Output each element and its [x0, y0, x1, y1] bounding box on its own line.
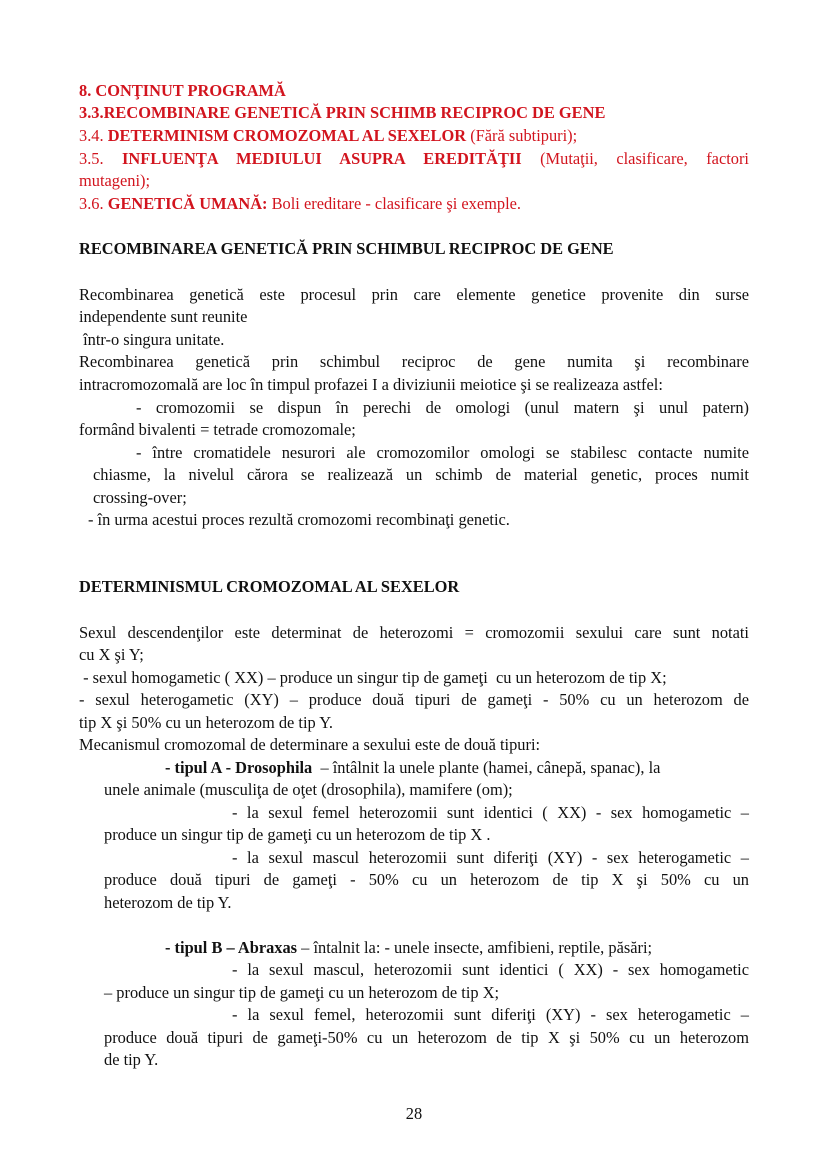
bullet-line: - la sexul mascul heterozomii sunt diferiţi (XY) - sex heterogametic –	[232, 848, 749, 867]
paragraph-line: Mecanismul cromozomal de determinare a sexului este de două tipuri:	[79, 735, 541, 754]
paragraph-line: Sexul descendenţilor este determinat de heterozomi = cromozomii sexului care sunt notati	[79, 623, 749, 642]
program-item-3-4: 3.4. DETERMINISM CROMOZOMAL AL SEXELOR (Fără subtipuri);	[79, 126, 578, 145]
program-item-3-5: 3.5. INFLUENŢA MEDIULUI ASUPRA EREDITĂŢII (Mutaţii, clasificare, factori	[79, 149, 749, 168]
program-item-3-6: 3.6. GENETICĂ UMANĂ: Boli ereditare - clasificare şi exemple.	[79, 194, 522, 213]
bullet-line: - la sexul femel, heterozomii sunt diferiţi (XY) - sex heterogametic –	[232, 1005, 749, 1024]
bullet-line: - cromozomii se dispun în perechi de omologi (unul matern şi unul patern)	[136, 398, 749, 417]
program-item-3-3: 3.3.RECOMBINARE GENETICĂ PRIN SCHIMB RECIPROC DE GENE	[79, 103, 606, 122]
bullet-line: - la sexul mascul, heterozomii sunt identici ( XX) - sex homogametic	[232, 960, 749, 979]
section-title-recombinare: RECOMBINAREA GENETICĂ PRIN SCHIMBUL RECIPROC DE GENE	[79, 239, 614, 258]
paragraph-line: unele animale (musculiţa de oţet (drosophila), mamifere (om);	[104, 780, 513, 799]
paragraph-line: produce două tipuri de gameţi - 50% cu un heterozom de tip X şi 50% cu un	[104, 870, 749, 889]
paragraph-line: Recombinarea genetică este procesul prin care elemente genetice provenite din surse	[79, 285, 749, 304]
section-title-determinism: DETERMINISMUL CROMOZOMAL AL SEXELOR	[79, 577, 460, 596]
bullet-line: - sexul homogametic ( XX) – produce un singur tip de gameţi cu un heterozom de tip X;	[79, 668, 667, 687]
bullet-line: - între cromatidele nesurori ale cromozomilor omologi se stabilesc contacte numite	[136, 443, 749, 462]
bullet-line: - sexul heterogametic (XY) – produce două tipuri de gameţi - 50% cu un heterozom de	[79, 690, 749, 709]
program-item-3-5-cont: mutageni);	[79, 171, 151, 190]
type-a-heading: - tipul A - Drosophila – întâlnit la unele plante (hamei, cânepă, spanac), la	[165, 758, 661, 777]
paragraph-line: intracromozomală are loc în timpul profazei I a diviziunii meiotice şi se realizeaza astfel:	[79, 375, 663, 394]
paragraph-line: – produce un singur tip de gameţi cu un heterozom de tip X;	[104, 983, 500, 1002]
paragraph-line: produce două tipuri de gameţi-50% cu un heterozom de tip X şi 50% cu un heterozom	[104, 1028, 749, 1047]
paragraph-line: tip X şi 50% cu un heterozom de tip Y.	[79, 713, 334, 732]
paragraph-line: cu X şi Y;	[79, 645, 144, 664]
paragraph-line: formând bivalenti = tetrade cromozomale;	[79, 420, 356, 439]
paragraph-line: crossing-over;	[93, 488, 187, 507]
paragraph-line: chiasme, la nivelul cărora se realizează un schimb de material genetic, proces numit	[93, 465, 749, 484]
bullet-line: - la sexul femel heterozomii sunt identici ( XX) - sex homogametic –	[232, 803, 749, 822]
bullet-line: - în urma acestui proces rezultă cromozomi recombinaţi genetic.	[88, 510, 510, 529]
paragraph-line: Recombinarea genetică prin schimbul reciproc de gene numita şi recombinare	[79, 352, 749, 371]
type-b-heading: - tipul B – Abraxas – întalnit la: - unele insecte, amfibieni, reptile, păsări;	[165, 938, 653, 957]
page-number: 28	[405, 1104, 423, 1123]
paragraph-line: de tip Y.	[104, 1050, 159, 1069]
paragraph-line: heterozom de tip Y.	[104, 893, 232, 912]
paragraph-line: într-o singura unitate.	[79, 330, 225, 349]
paragraph-line: produce un singur tip de gameţi cu un heterozom de tip X .	[104, 825, 491, 844]
paragraph-line: independente sunt reunite	[79, 307, 248, 326]
program-heading: 8. CONŢINUT PROGRAMĂ	[79, 81, 286, 100]
